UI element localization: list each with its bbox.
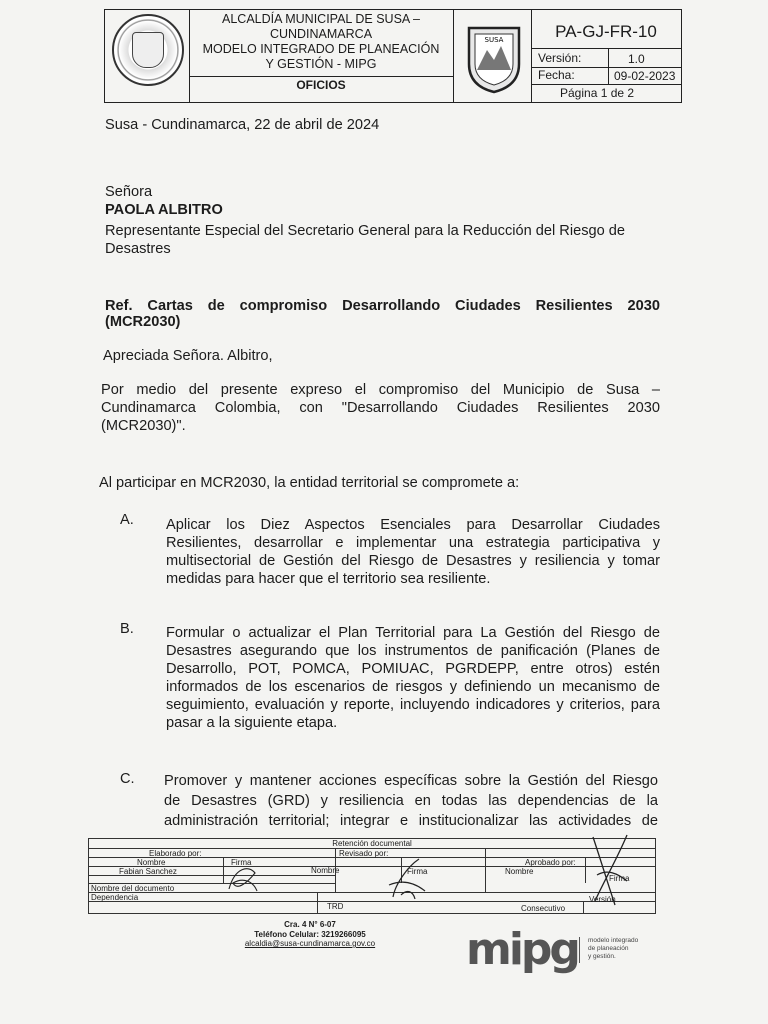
- item-a-line: multisectorial de Gestión del Riesgo de Desastres y resiliencia y tomar: [166, 553, 660, 569]
- item-c-line: de Desastres (GRD) y resiliencia en todas las dependencias de la: [164, 793, 658, 809]
- document-name-label: Nombre del documento: [91, 884, 175, 893]
- item-a-line: Resilientes, desarrollar e implementar una estrategia participativa y: [166, 535, 660, 551]
- greeting: Apreciada Señora. Albitro,: [103, 348, 273, 364]
- item-b-line: Formular o actualizar el Plan Territorial para La Gestión del Riesgo de: [166, 625, 660, 641]
- consecutive-label: Consecutivo: [521, 904, 566, 913]
- date-value: 09-02-2023: [614, 69, 676, 83]
- version-value: 1.0: [628, 52, 645, 66]
- mipg-tagline: modelo integrado de planeación y gestión.: [588, 937, 639, 960]
- item-c-letter: C.: [120, 771, 135, 787]
- recipient-role-cont: Desastres: [105, 241, 171, 257]
- item-c-line: Promover y mantener acciones específicas sobre la Gestión del Riesgo: [164, 773, 658, 789]
- date-label: Fecha:: [538, 68, 575, 82]
- reviewed-by-label: Revisado por:: [339, 849, 389, 858]
- intro-line-1: Por medio del presente expreso el compromiso del Municipio de Susa –: [101, 382, 660, 398]
- dependency-label: Dependencia: [91, 893, 139, 902]
- page-number: Página 1 de 2: [560, 86, 635, 100]
- colombia-seal-logo: [112, 14, 184, 86]
- footer-phone: Teléfono Celular: 3219266095: [254, 929, 366, 939]
- item-a-line: Aplicar los Diez Aspectos Esenciales para Desarrollar Ciudades: [166, 517, 660, 533]
- footer-address: Cra. 4 N° 6-07: [284, 920, 336, 929]
- footer-email[interactable]: alcaldia@susa-cundinamarca.gov.co: [244, 939, 376, 948]
- intro-line-3: (MCR2030)".: [101, 418, 186, 434]
- item-a-letter: A.: [120, 512, 134, 528]
- retention-table: [88, 838, 656, 914]
- name-header: Nombre: [137, 858, 166, 867]
- item-c-line: administración territorial; integrar e institucionalizar las actividades de: [164, 813, 658, 829]
- approved-signature-header: Firma: [609, 874, 630, 883]
- reviewed-signature-header: Firma: [407, 867, 428, 876]
- reference-line-cont: (MCR2030): [105, 314, 181, 330]
- elaborated-signature: [225, 863, 261, 897]
- reference-line: Ref. Cartas de compromiso Desarrollando Ciudades Resilientes 2030: [105, 298, 660, 314]
- item-b-line: Desarrollo, POT, POMCA, POMIUAC, PGRDEPP, entre otros) estén: [166, 661, 660, 677]
- svg-text:SUSA: SUSA: [484, 36, 504, 44]
- item-b-line: Desastres asegurando que los instrumentos de panificación (Planes de: [166, 643, 660, 659]
- item-b-line: pasar a la siguiente etapa.: [166, 715, 338, 731]
- item-b-letter: B.: [120, 621, 134, 637]
- elaborated-name: Fabian Sanchez: [119, 867, 177, 876]
- reviewed-signature: [385, 855, 429, 903]
- version-cell-label: Versión: [589, 895, 616, 904]
- trd-label: TRD: [327, 902, 344, 911]
- reviewed-name-header: Nombre: [311, 866, 340, 875]
- footer-contact: [230, 920, 390, 949]
- approved-name-header: Nombre: [505, 867, 534, 876]
- approved-signature: [587, 831, 633, 909]
- elaborated-by-label: Elaborado por:: [149, 849, 202, 858]
- signature-header: Firma: [231, 858, 252, 867]
- item-b-line: seguimiento, evaluación y reporte, incluyendo indicadores y criterios, para: [166, 697, 660, 713]
- retention-title: Retención documental: [332, 839, 412, 848]
- mipg-divider: [579, 937, 580, 963]
- commitment-intro: Al participar en MCR2030, la entidad territorial se compromete a:: [99, 475, 520, 491]
- recipient-name: PAOLA ALBITRO: [105, 202, 223, 218]
- place-date: Susa - Cundinamarca, 22 de abril de 2024: [105, 117, 380, 133]
- susa-shield-logo: [463, 24, 525, 94]
- doc-type: OFICIOS: [296, 78, 346, 92]
- document-code: PA-GJ-FR-10: [555, 22, 657, 41]
- item-b-line: informados de los escenarios de riesgos y definiendo un mecanismo de: [166, 679, 660, 695]
- item-a-line: medidas para hacer que el territorio sea resiliente.: [166, 571, 491, 587]
- salutation-title: Señora: [105, 184, 153, 200]
- header-org-title: ALCALDÍA MUNICIPAL DE SUSA – CUNDINAMARCA MODELO INTEGRADO DE PLANEACIÓN Y GESTIÓN - MIPG: [202, 12, 440, 71]
- recipient-role: Representante Especial del Secretario General para la Reducción del Riesgo de: [105, 223, 626, 239]
- approved-by-label: Aprobado por:: [525, 858, 576, 867]
- version-label: Versión:: [538, 51, 582, 65]
- mipg-logo: mipg: [466, 924, 578, 975]
- intro-line-2: Cundinamarca Colombia, con "Desarrollando Ciudades Resilientes 2030: [101, 400, 660, 416]
